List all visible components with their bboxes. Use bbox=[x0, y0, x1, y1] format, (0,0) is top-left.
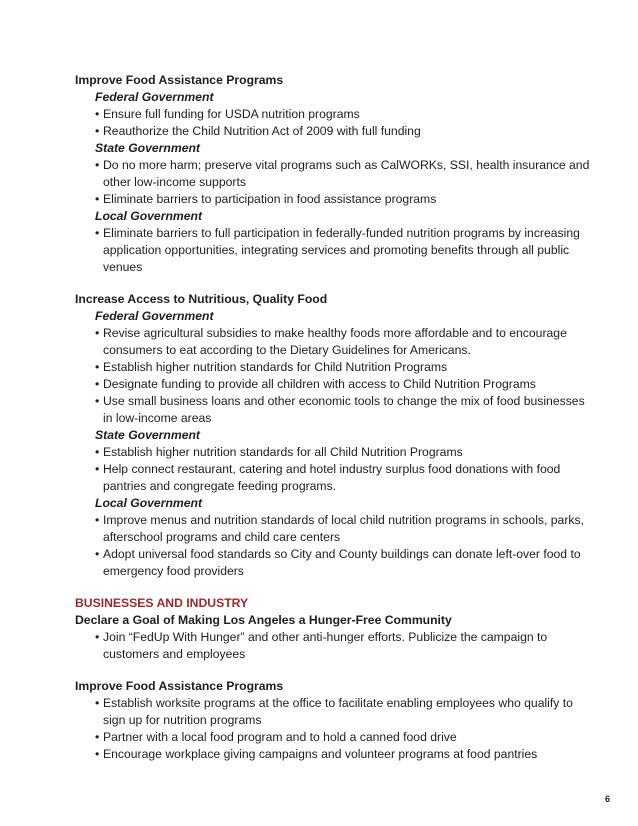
section-businesses-industry bbox=[75, 595, 595, 663]
government-level-federal: Federal Government bbox=[95, 309, 214, 323]
section-heading: Declare a Goal of Making Los Angeles a Hunger-Free Community bbox=[75, 613, 452, 627]
list-item: • Help connect restaurant, catering and hotel industry surplus food donations with food pantries and congregate feeding programs. bbox=[95, 461, 595, 495]
government-level-local: Local Government bbox=[95, 496, 203, 510]
document-body bbox=[75, 72, 595, 778]
list-item: • Establish higher nutrition standards for all Child Nutrition Programs bbox=[95, 444, 595, 461]
bullet-list bbox=[75, 157, 595, 208]
section-improve-food-assistance bbox=[75, 72, 595, 276]
section-improve-food-assistance-business bbox=[75, 678, 595, 763]
section-increase-access bbox=[75, 291, 595, 580]
list-item: • Improve menus and nutrition standards of local child nutrition programs in schools, parks, afterschool programs and child care centers bbox=[95, 512, 595, 546]
section-heading: Improve Food Assistance Programs bbox=[75, 73, 284, 87]
list-item: • Use small business loans and other economic tools to change the mix of food businesses in low-income areas bbox=[95, 393, 595, 427]
bullet-list bbox=[75, 225, 595, 276]
government-level-state: State Government bbox=[95, 141, 200, 155]
list-item: • Revise agricultural subsidies to make healthy foods more affordable and to encourage consumers to eat according to the Dietary Guidelines for Americans. bbox=[95, 325, 595, 359]
government-level-state: State Government bbox=[95, 428, 200, 442]
list-item: • Establish worksite programs at the office to facilitate enabling employees who qualify to sign up for nutrition programs bbox=[95, 695, 595, 729]
list-item: • Establish higher nutrition standards for Child Nutrition Programs bbox=[95, 359, 595, 376]
bullet-list bbox=[75, 325, 595, 427]
category-heading: BUSINESSES AND INDUSTRY bbox=[75, 596, 249, 610]
list-item: • Ensure full funding for USDA nutrition programs bbox=[95, 106, 595, 123]
list-item: • Encourage workplace giving campaigns and volunteer programs at food pantries bbox=[95, 746, 595, 763]
bullet-list bbox=[75, 444, 595, 495]
list-item: • Eliminate barriers to full participation in federally-funded nutrition programs by increasing application opportunities, integrating services and promoting benefits through all public venues bbox=[95, 225, 595, 276]
list-item: • Do no more harm; preserve vital programs such as CalWORKs, SSI, health insurance and other low-income supports bbox=[95, 157, 595, 191]
list-item: • Adopt universal food standards so City and County buildings can donate left-over food to emergency food providers bbox=[95, 546, 595, 580]
bullet-list bbox=[75, 695, 595, 763]
page-number: 6 bbox=[605, 794, 611, 804]
bullet-list bbox=[75, 629, 595, 663]
bullet-list bbox=[75, 512, 595, 580]
list-item: • Partner with a local food program and to hold a canned food drive bbox=[95, 729, 595, 746]
list-item: • Eliminate barriers to participation in food assistance programs bbox=[95, 191, 595, 208]
government-level-local: Local Government bbox=[95, 209, 203, 223]
list-item: • Reauthorize the Child Nutrition Act of 2009 with full funding bbox=[95, 123, 595, 140]
list-item: • Designate funding to provide all children with access to Child Nutrition Programs bbox=[95, 376, 595, 393]
list-item: • Join “FedUp With Hunger” and other anti-hunger efforts. Publicize the campaign to customers and employees bbox=[95, 629, 595, 663]
section-heading: Improve Food Assistance Programs bbox=[75, 679, 284, 693]
bullet-list bbox=[75, 106, 595, 140]
section-heading: Increase Access to Nutritious, Quality Food bbox=[75, 292, 328, 306]
government-level-federal: Federal Government bbox=[95, 90, 214, 104]
